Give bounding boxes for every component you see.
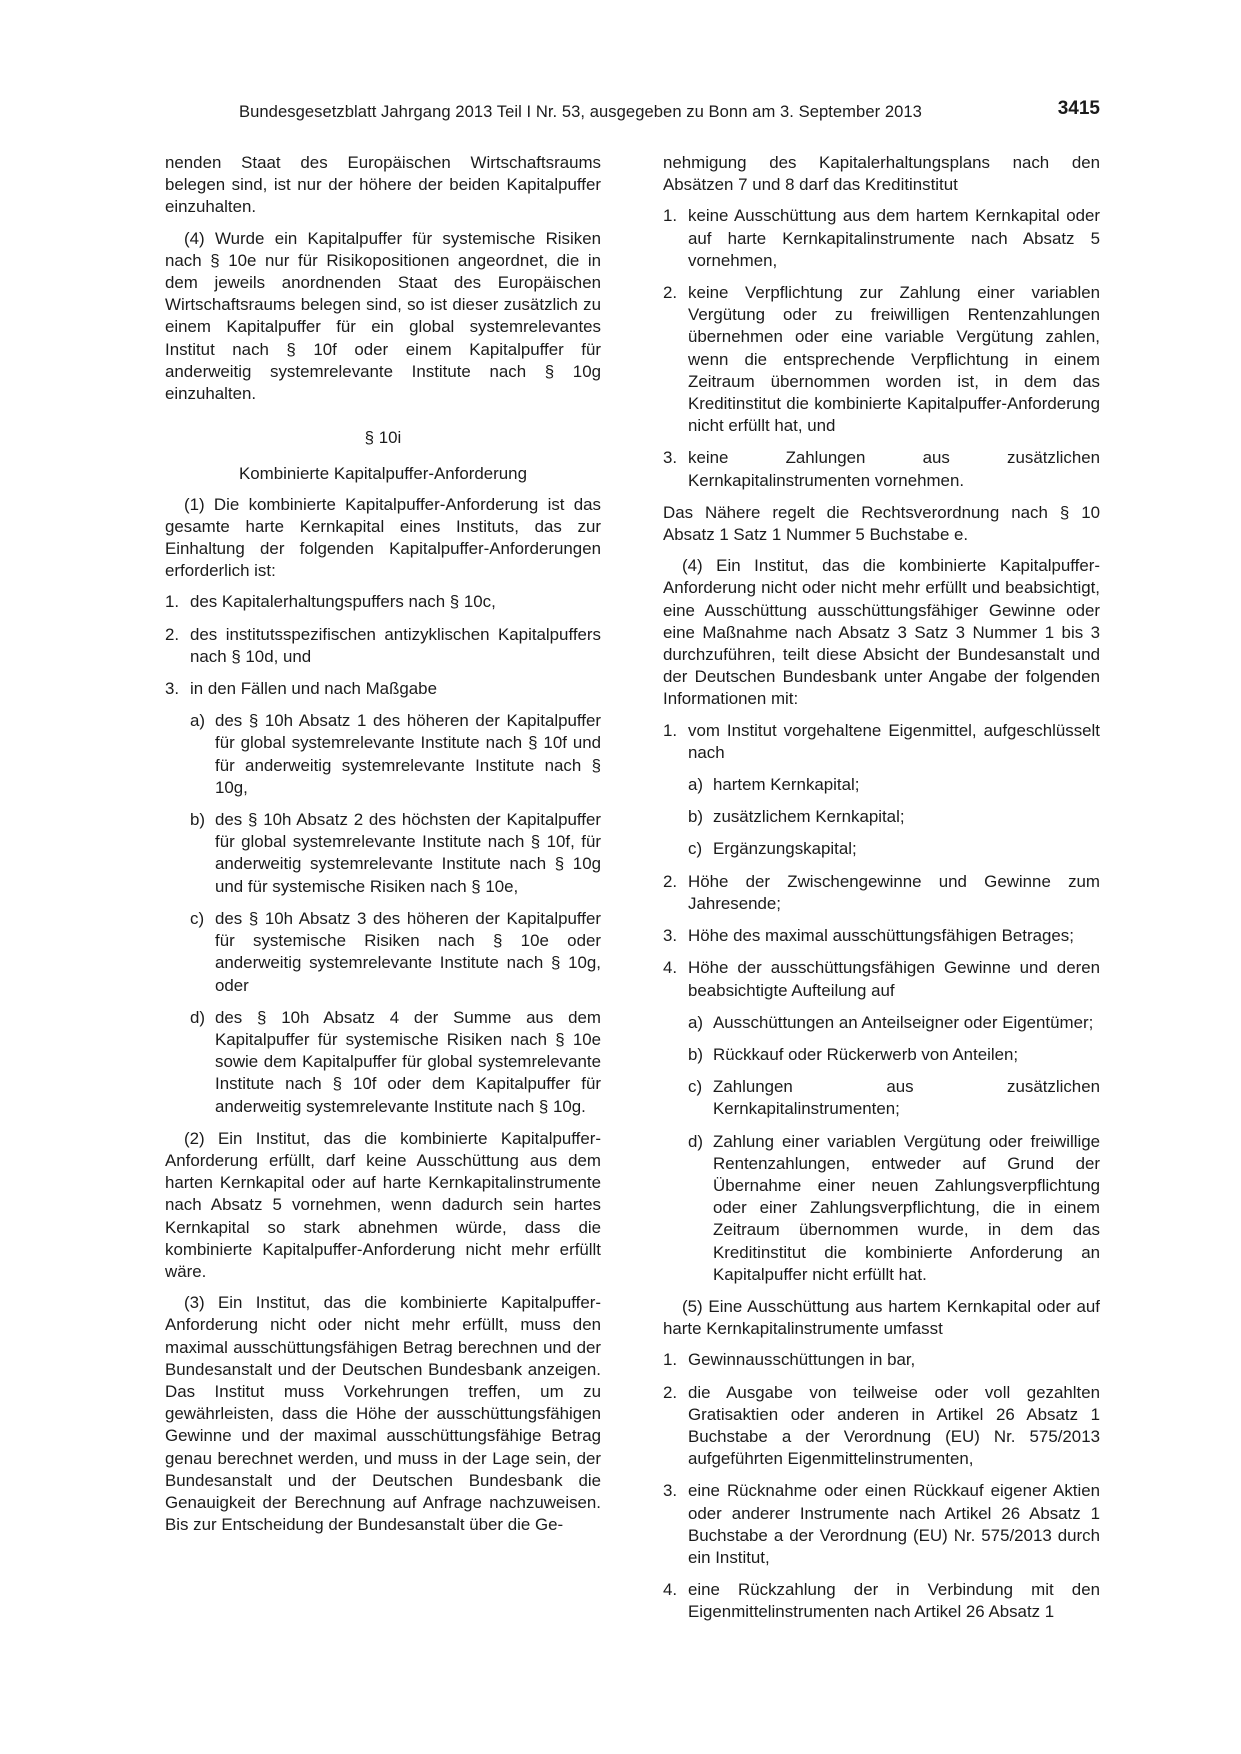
list-item bbox=[663, 871, 1100, 915]
list-text: hartem Kernkapital; bbox=[713, 775, 860, 795]
list-number: 2. bbox=[663, 1382, 678, 1402]
list-text: Ergänzungskapital; bbox=[713, 839, 857, 859]
paragraph: (5) Eine Ausschüttung aus hartem Kernkapital oder auf harte Kernkapitalinstrumente umfasst bbox=[663, 1296, 1100, 1339]
list-text: des § 10h Absatz 1 des höheren der Kapitalpuffer für global systemrelevante Institute nach § 10f und für anderweitig systemrelevante Institute nach § 10g, bbox=[215, 711, 601, 797]
list-text: keine Verpflichtung zur Zahlung einer variablen Vergütung oder zu freiwilligen Rentenzahlungen übernehmen oder eine variable Vergütung zahlen, wenn die entsprechende Verpflichtung in einem Zeitraum übernommen worden ist, in dem das Kreditinstitut die kombinierte Kapitalpuffer-Anforderung nicht erfüllt hat, und bbox=[688, 283, 1100, 436]
paragraph: (4) Ein Institut, das die kombinierte Kapitalpuffer-Anforderung nicht oder nicht mehr erfüllt und beabsichtigt, eine Ausschüttung ausschüttungsfähiger Gewinne oder eine Maßnahme nach Absatz 3 Satz 3 Nummer 1 bis 3 durchzuführen, teilt diese Absicht der Bundesanstalt und der Deutschen Bundesbank unter Angabe der folgenden Informationen mit: bbox=[663, 556, 1100, 709]
list-text: die Ausgabe von teilweise oder voll gezahlten Gratisaktien oder anderen in Artikel 26 Absatz 1 Buchstabe a der Verordnung (EU) Nr. 575/2013 aufgeführten Eigenmittelinstrumenten, bbox=[688, 1382, 1100, 1469]
sub-list-item bbox=[663, 806, 1100, 828]
list-item bbox=[663, 957, 1100, 1001]
sub-list-item bbox=[663, 1131, 1100, 1286]
paragraph: Das Nähere regelt die Rechtsverordnung nach § 10 Absatz 1 Satz 1 Nummer 5 Buchstabe e. bbox=[663, 502, 1100, 545]
paragraph: (1) Die kombinierte Kapitalpuffer-Anforderung ist das gesamte harte Kernkapital eines Instituts, das zur Einhaltung der folgenden Kapitalpuffer-Anforderungen erforderlich ist: bbox=[165, 494, 601, 581]
sub-list-item bbox=[165, 1007, 601, 1118]
section-title: Kombinierte Kapitalpuffer-Anforderung bbox=[239, 464, 527, 484]
list-number: 1. bbox=[663, 720, 678, 740]
page-header bbox=[165, 98, 1100, 128]
list-number: 3. bbox=[663, 448, 678, 468]
list-letter: b) bbox=[688, 807, 704, 827]
list-text: keine Zahlungen aus zusätzlichen Kernkapitalinstrumenten vornehmen. bbox=[688, 448, 1100, 490]
sub-list-item bbox=[165, 809, 601, 898]
list-item bbox=[663, 205, 1100, 272]
list-text: in den Fällen und nach Maßgabe bbox=[190, 679, 437, 699]
sub-list-item bbox=[165, 710, 601, 799]
sub-list-item bbox=[165, 908, 601, 997]
list-letter: c) bbox=[190, 908, 205, 928]
sub-list-item bbox=[663, 774, 1100, 796]
list-item bbox=[165, 624, 601, 668]
gazette-title: Bundesgesetzblatt Jahrgang 2013 Teil I Nr. 53, ausgegeben zu Bonn am 3. September 2013 bbox=[239, 102, 922, 121]
list-text: des § 10h Absatz 4 der Summe aus dem Kapitalpuffer für systemische Risiken nach § 10e sowie dem Kapitalpuffer für global systemrelevante Institute nach § 10f oder dem Kapitalpuffer für anderweitig systemrelevante Institute nach § 10g. bbox=[215, 1007, 601, 1116]
list-item bbox=[165, 678, 601, 700]
list-text: des institutsspezifischen antizyklischen Kapitalpuffers nach § 10d, und bbox=[190, 624, 601, 666]
section-number: § 10i bbox=[364, 428, 402, 448]
list-text: Rückkauf oder Rückerwerb von Anteilen; bbox=[713, 1044, 1019, 1064]
sub-list-item bbox=[663, 838, 1100, 860]
list-item bbox=[663, 447, 1100, 491]
list-text: eine Rücknahme oder einen Rückkauf eigener Aktien oder anderer Instrumente nach Artikel 26 Absatz 1 Buchstabe a der Verordnung (EU) Nr. 575/2013 durch ein Institut, bbox=[688, 1481, 1100, 1567]
list-number: 1. bbox=[165, 592, 180, 612]
list-text: vom Institut vorgehaltene Eigenmittel, aufgeschlüsselt nach bbox=[688, 720, 1100, 762]
list-text: Höhe der ausschüttungsfähigen Gewinne und deren beabsichtigte Aufteilung auf bbox=[688, 958, 1100, 1000]
list-item bbox=[663, 925, 1100, 947]
list-item bbox=[663, 1579, 1100, 1623]
list-text: des Kapitalerhaltungspuffers nach § 10c, bbox=[190, 592, 496, 612]
paragraph: (3) Ein Institut, das die kombinierte Kapitalpuffer-Anforderung nicht oder nicht mehr erfüllt, muss den maximal ausschüttungsfähigen Betrag berechnen und der Bundesanstalt und der Deutschen Bundesbank anzeigen. Das Institut muss Vorkehrungen treffen, um zu gewährleisten, dass die Höhe der ausschüttungsfähigen Gewinne und der maximal ausschüttungsfähige Betrag genau berechnet werden, und muss in der Lage sein, der Bundesanstalt und der Deutschen Bundesbank die Genauigkeit der Berechnung auf Anfrage nachzuweisen. Bis zur Entscheidung der Bundesanstalt über die Ge- bbox=[165, 1293, 601, 1535]
list-number: 3. bbox=[663, 1481, 678, 1501]
list-item bbox=[663, 1480, 1100, 1569]
list-number: 4. bbox=[663, 958, 678, 978]
list-number: 3. bbox=[165, 679, 180, 699]
list-item bbox=[663, 1382, 1100, 1471]
list-text: Ausschüttungen an Anteilseigner oder Eigentümer; bbox=[713, 1012, 1094, 1032]
list-number: 1. bbox=[663, 206, 678, 226]
list-number: 4. bbox=[663, 1580, 678, 1600]
list-letter: b) bbox=[688, 1044, 704, 1064]
list-letter: d) bbox=[688, 1131, 704, 1151]
list-text: Zahlung einer variablen Vergütung oder freiwillige Rentenzahlungen, entweder auf Grund der Übernahme einer neuen Zahlungsverpflichtung oder einer Zahlungsverpflichtung, die in einem Zeitraum übernommen wurde, in dem das Kreditinstitut die kombinierte Anforderung an Kapitalpuffer nicht erfüllt hat. bbox=[713, 1131, 1100, 1284]
list-number: 2. bbox=[165, 624, 180, 644]
sub-list-item bbox=[663, 1044, 1100, 1066]
list-text: Höhe der Zwischengewinne und Gewinne zum Jahresende; bbox=[688, 871, 1100, 913]
paragraph: (2) Ein Institut, das die kombinierte Kapitalpuffer-Anforderung erfüllt, darf keine Ausschüttung aus dem harten Kernkapital oder auf harte Kernkapitalinstrumente nach Absatz 5 vornehmen, wenn dadurch sein hartes Kernkapital so stark abnehmen würde, dass die kombinierte Kapitalpuffer-Anforderung nicht mehr erfüllt wäre. bbox=[165, 1128, 601, 1281]
list-letter: c) bbox=[688, 1077, 703, 1097]
list-text: eine Rückzahlung der in Verbindung mit den Eigenmittelinstrumenten nach Artikel 26 Absatz 1 bbox=[688, 1580, 1100, 1622]
paragraph: (4) Wurde ein Kapitalpuffer für systemische Risiken nach § 10e nur für Risikopositionen angeordnet, die in dem jeweils anordnenden Staat des Europäischen Wirtschaftsraums belegen sind, so ist dieser zusätzlich zu einem Kapitalpuffer für ein global systemrelevantes Institut nach § 10f oder einem Kapitalpuffer für anderweitig systemrelevante Institute nach § 10g einzuhalten. bbox=[165, 228, 601, 404]
list-item bbox=[663, 1349, 1100, 1371]
list-letter: b) bbox=[190, 810, 206, 830]
sub-list-item bbox=[663, 1076, 1100, 1120]
list-text: Zahlungen aus zusätzlichen Kernkapitalinstrumenten; bbox=[713, 1077, 1100, 1119]
list-item bbox=[165, 591, 601, 613]
list-text: Höhe des maximal ausschüttungsfähigen Betrages; bbox=[688, 926, 1074, 946]
list-number: 2. bbox=[663, 283, 678, 303]
list-letter: a) bbox=[688, 1012, 704, 1032]
list-item bbox=[663, 720, 1100, 764]
list-number: 2. bbox=[663, 871, 678, 891]
list-text: des § 10h Absatz 2 des höchsten der Kapitalpuffer für global systemrelevante Institute nach § 10f, für anderweitig systemrelevante Institute nach § 10g und für systemische Risiken nach § 10e, bbox=[215, 810, 601, 896]
list-letter: a) bbox=[688, 775, 704, 795]
list-text: zusätzlichem Kernkapital; bbox=[713, 807, 905, 827]
list-number: 3. bbox=[663, 926, 678, 946]
list-number: 1. bbox=[663, 1350, 678, 1370]
left-column bbox=[165, 152, 601, 1545]
list-text: des § 10h Absatz 3 des höheren der Kapitalpuffer für systemische Risiken nach § 10e oder anderweitig systemrelevante Institute nach § 10g, oder bbox=[215, 908, 601, 995]
right-column bbox=[663, 152, 1100, 1634]
sub-list-item bbox=[663, 1012, 1100, 1034]
page-number: 3415 bbox=[1057, 98, 1100, 119]
list-text: Gewinnausschüttungen in bar, bbox=[688, 1350, 916, 1370]
list-letter: d) bbox=[190, 1007, 206, 1027]
list-item bbox=[663, 282, 1100, 437]
list-letter: a) bbox=[190, 711, 206, 731]
paragraph: nehmigung des Kapitalerhaltungsplans nach den Absätzen 7 und 8 darf das Kreditinstitut bbox=[663, 153, 1100, 195]
list-text: keine Ausschüttung aus dem hartem Kernkapital oder auf harte Kernkapitalinstrumente nach Absatz 5 vornehmen, bbox=[688, 206, 1100, 270]
list-letter: c) bbox=[688, 839, 703, 859]
paragraph: nenden Staat des Europäischen Wirtschaftsraums belegen sind, ist nur der höhere der beiden Kapitalpuffer einzuhalten. bbox=[165, 153, 601, 217]
